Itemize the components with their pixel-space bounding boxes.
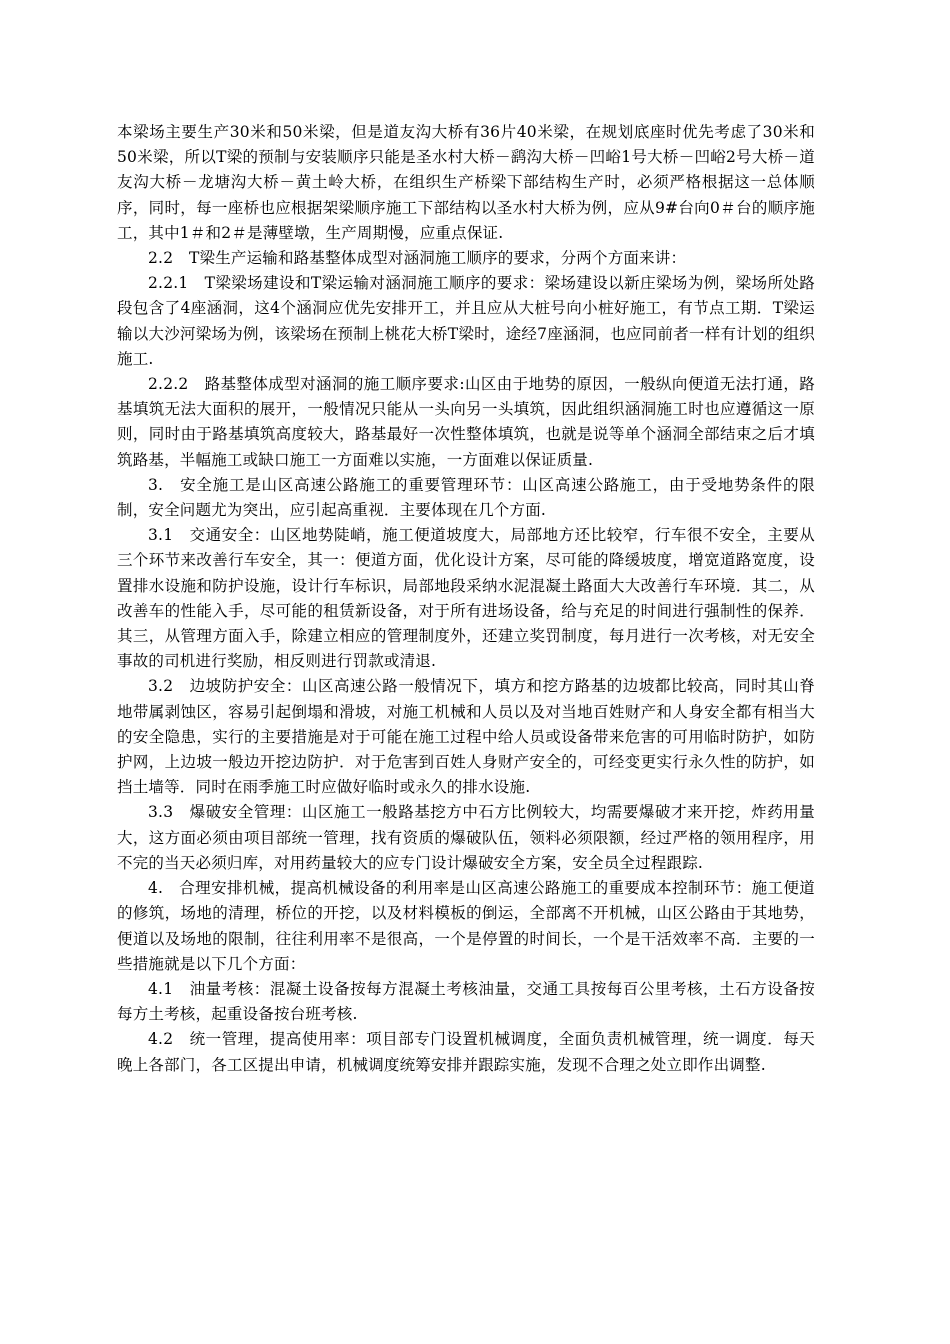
- paragraph-3-3: 3.3 爆破安全管理：山区施工一般路基挖方中石方比例较大，均需要爆破才来开挖，炸药用量大，这方面必须由项目部统一管理，找有资质的爆破队伍，领料必须限额，经过严格的领用程序，用不完的当天必须归库，对用药量较大的应专门设计爆破安全方案，安全员全过程跟踪.: [117, 803, 815, 872]
- paragraph-2-2-1: 2.2.1 T梁梁场建设和T梁运输对涵洞施工顺序的要求：梁场建设以新庄梁场为例，梁场所处路段包含了4座涵洞，这4个涵洞应优先安排开工，并且应从大桩号向小桩好施工，有节点工期．T梁运输以大沙河梁场为例，该梁场在预制上桃花大桥T梁时，途经7座涵洞，也应同前者一样有计划的组织施工.: [117, 274, 815, 368]
- paragraph-3-2: 3.2 边坡防护安全：山区高速公路一般情况下，填方和挖方路基的边坡都比较高，同时其山脊地带属剥蚀区，容易引起倒塌和滑坡，对施工机械和人员以及对当地百姓财产和人身安全都有相当大的安全隐患，实行的主要措施是对于可能在施工过程中给人员或设备带来危害的可用临时防护，如防护网，上边坡一般边开挖边防护．对于危害到百姓人身财产安全的，可经变更实行永久性的防护，如挡土墙等．同时在雨季施工时应做好临时或永久的排水设施.: [117, 677, 815, 797]
- paragraph-3-1: 3.1 交通安全：山区地势陡峭，施工便道坡度大，局部地方还比较窄，行车很不安全，主要从三个环节来改善行车安全，其一：便道方面，优化设计方案，尽可能的降缓坡度，增宽道路宽度，设置排水设施和防护设施，设计行车标识，局部地段采纳水泥混凝土路面大大改善行车环境．其二，从改善车的性能入手，尽可能的租赁新设备，对于所有进场设备，给与充足的时间进行强制性的保养．其三，从管理方面入手，除建立相应的管理制度外，还建立奖罚制度，每月进行一次考核，对无安全事故的司机进行奖励，相反则进行罚款或清退.: [117, 526, 815, 671]
- paragraph-2-2-2: 2.2.2 路基整体成型对涵洞的施工顺序要求:山区由于地势的原因，一般纵向便道无法打通，路基填筑无法大面积的展开，一般情况只能从一头向另一头填筑，因此组织涵洞施工时也应遵循这一原则，同时由于路基填筑高度较大，路基最好一次性整体填筑，也就是说等单个涵洞全部结束之后才填筑路基，半幅施工或缺口施工一方面难以实施，一方面难以保证质量.: [117, 375, 815, 469]
- paragraph-beam-yard-order: 本梁场主要生产30米和50米梁，但是道友沟大桥有36片40米梁，在规划底座时优先考虑了30米和50米梁，所以T梁的预制与安装顺序只能是圣水村大桥－鹞沟大桥－凹峪1号大桥－凹峪2号大桥－道友沟大桥－龙塘沟大桥－黄土岭大桥，在组织生产桥梁下部结构生产时，必须严格根据这一总体顺序，同时，每一座桥也应根据架梁顺序施工下部结构以圣水村大桥为例，应从9#台向0＃台的顺序施工，其中1＃和2＃是薄壁墩，生产周期慢，应重点保证.: [117, 123, 815, 242]
- paragraph-2-2: 2.2 T梁生产运输和路基整体成型对涵洞施工顺序的要求，分两个方面来讲：: [148, 249, 687, 268]
- paragraph-4-1: 4.1 油量考核：混凝土设备按每方混凝土考核油量，交通工具按每百公里考核，土石方设备按每方土考核，起重设备按台班考核.: [117, 979, 815, 1024]
- paragraph-4: 4. 合理安排机械，提高机械设备的利用率是山区高速公路施工的重要成本控制环节：施工便道的修筑，场地的清理，桥位的开挖，以及材料模板的倒运，全部离不开机械，山区公路由于其地势，便道以及场地的限制，往往利用率不是很高，一个是停置的时间长，一个是干活效率不高．主要的一些措施就是以下几个方面：: [117, 879, 815, 973]
- document-body: [117, 120, 815, 1078]
- paragraph-4-2: 4.2 统一管理，提高使用率：项目部专门设置机械调度，全面负责机械管理，统一调度．每天晚上各部门，各工区提出申请，机械调度统筹安排并跟踪实施，发现不合理之处立即作出调整.: [117, 1030, 815, 1074]
- paragraph-3: 3. 安全施工是山区高速公路施工的重要管理环节：山区高速公路施工，由于受地势条件的限制，安全问题尤为突出，应引起高重视．主要体现在几个方面.: [117, 475, 815, 520]
